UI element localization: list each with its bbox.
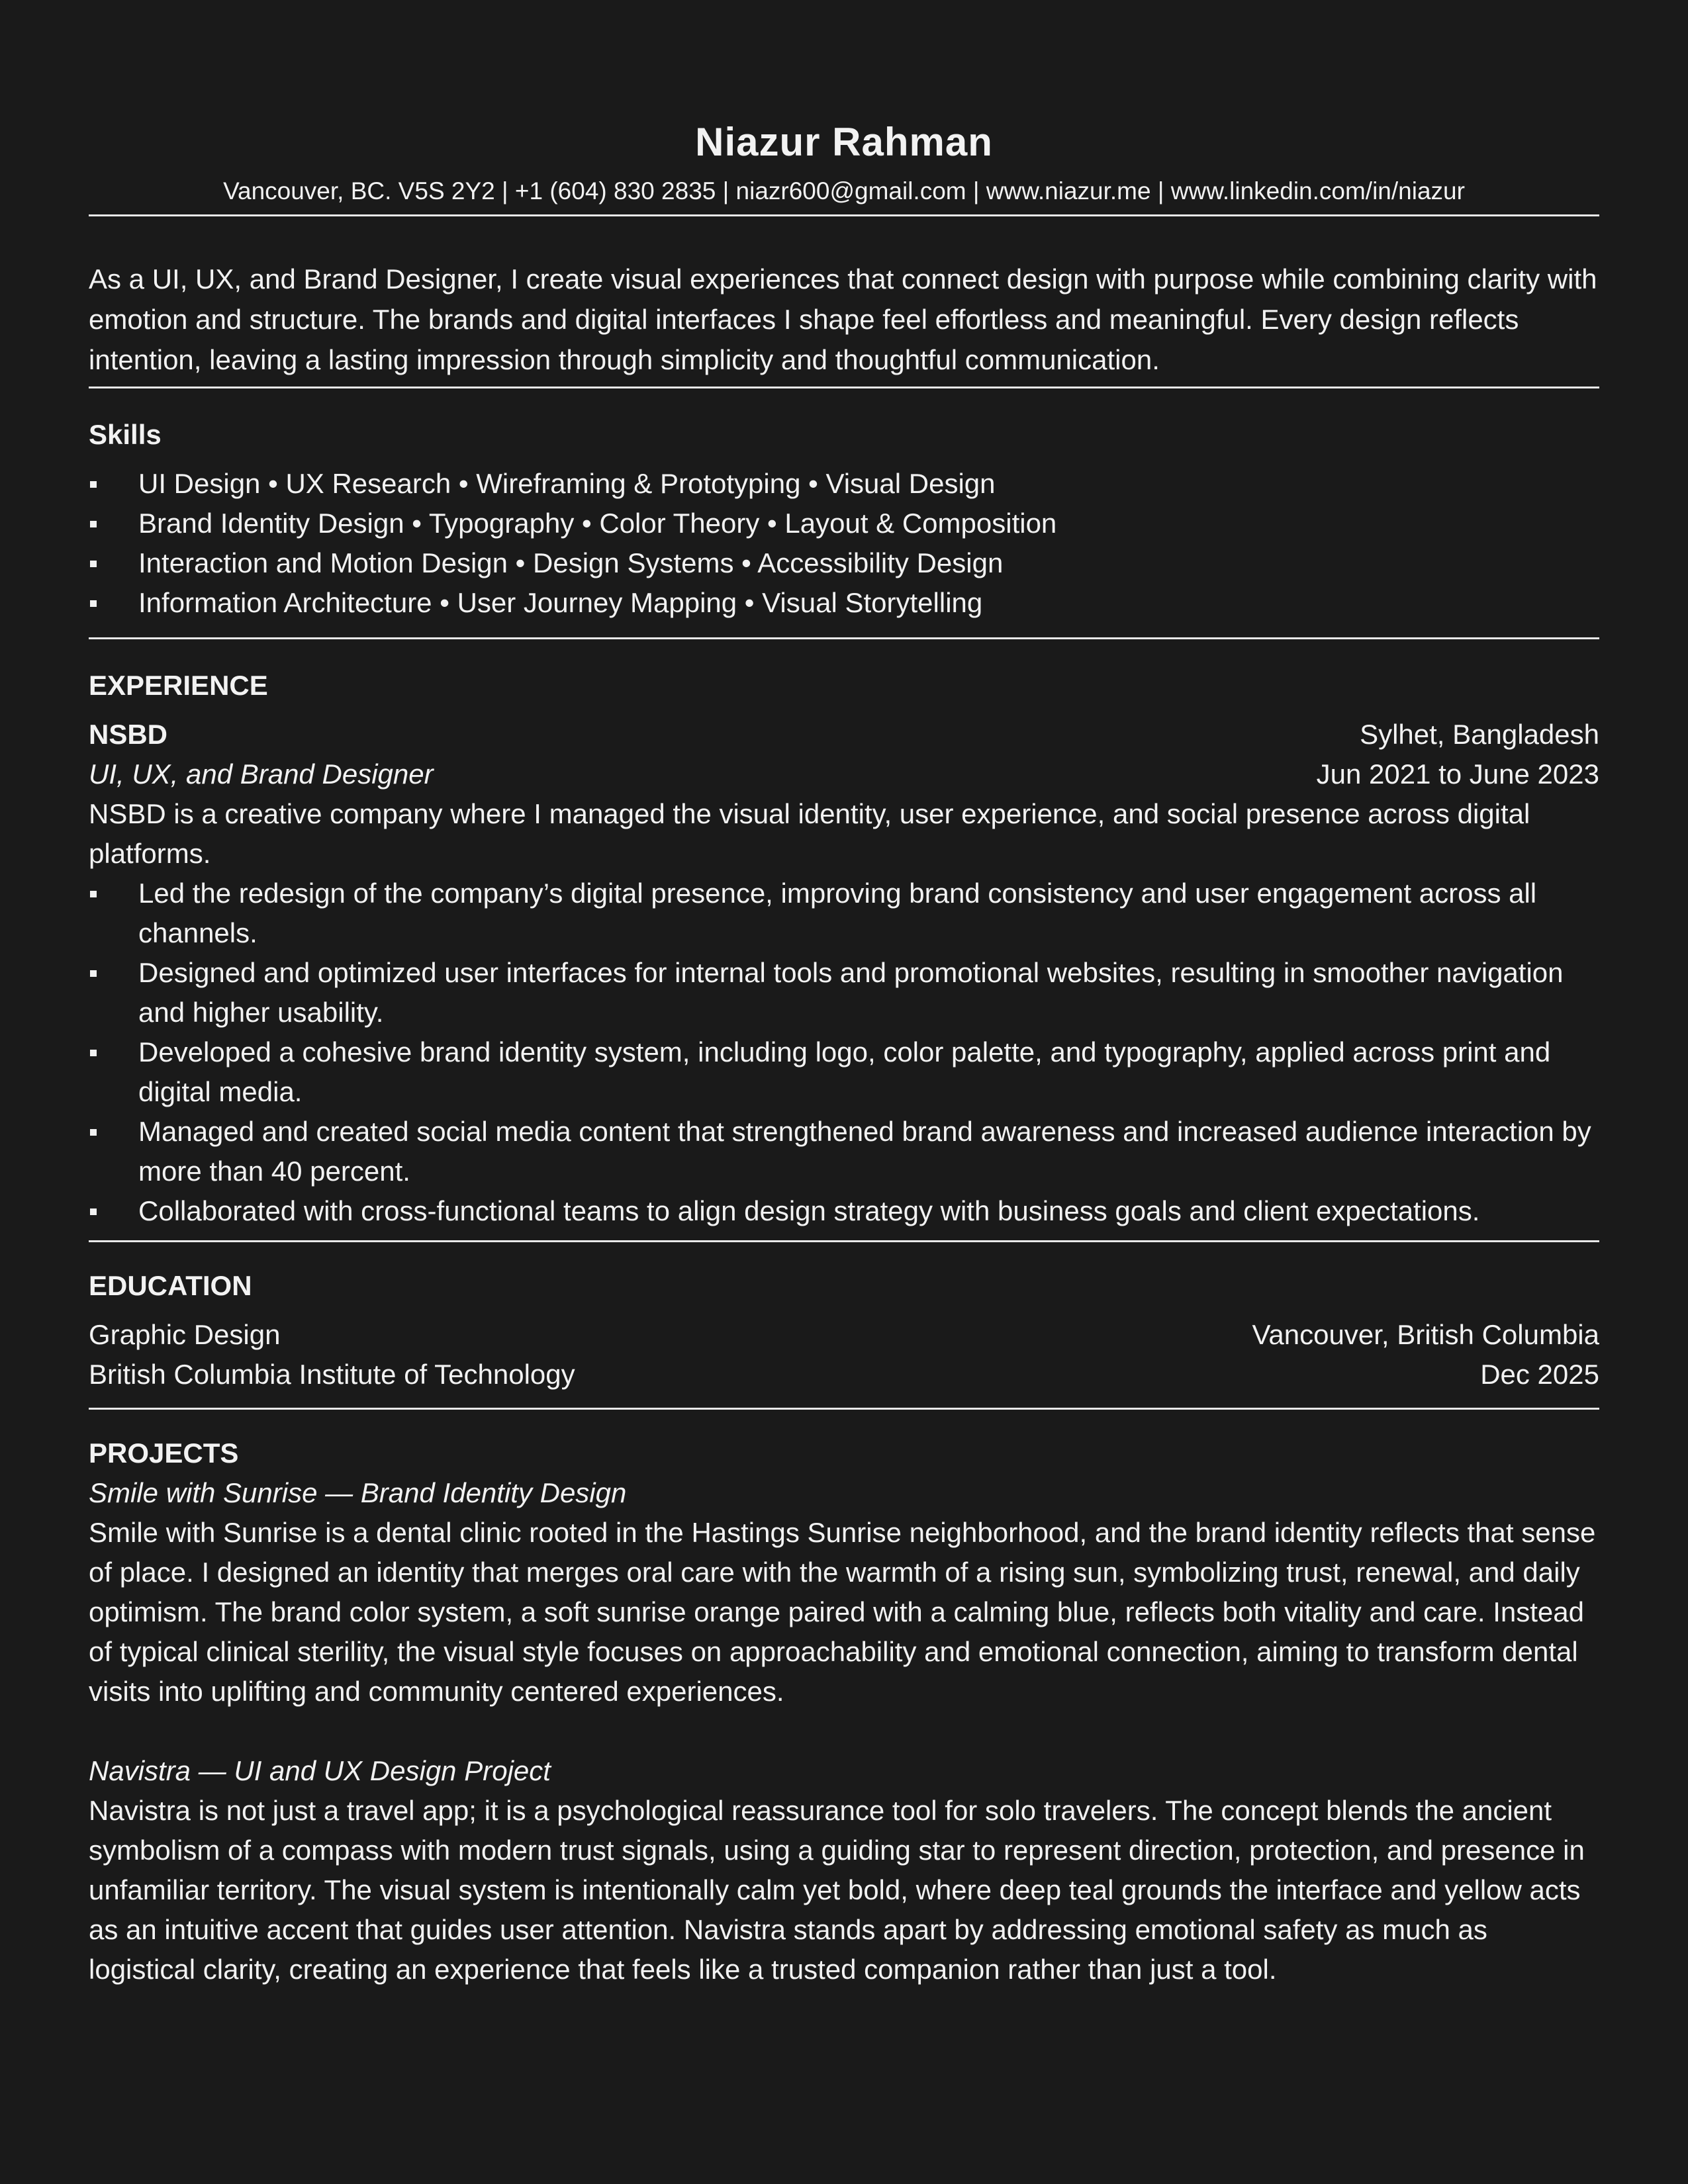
education-heading: EDUCATION (89, 1270, 252, 1301)
project-description: Smile with Sunrise is a dental clinic rooted in the Hastings Sunrise neighborhood, and the brand identity reflects that sense of place. I designed an identity that merges oral care with the warmth of a rising sun, symbolizing trust, renewal, and daily optimism. The brand color system, a soft sunrise orange paired with a calming blue, reflects both vitality and care. Instead of typical clinical sterility, the visual style focuses on approachability and emotional connection, aiming to transform dental visits into uplifting and community centered experiences. (89, 1517, 1596, 1707)
education-location: Vancouver, British Columbia (1252, 1319, 1599, 1350)
job-role: UI, UX, and Brand Designer (89, 758, 434, 790)
education-row (89, 1355, 1599, 1394)
job-dates: Jun 2021 to June 2023 (1316, 758, 1599, 790)
spacer (89, 1711, 1599, 1751)
divider (89, 1240, 1599, 1242)
contact-line: Vancouver, BC. V5S 2Y2 | +1 (604) 830 2835 | niazr600@gmail.com | www.niazur.me | www.linkedin.com/in/niazur (223, 177, 1465, 205)
job-company: NSBD (89, 719, 168, 750)
projects-heading: PROJECTS (89, 1437, 239, 1469)
education-date: Dec 2025 (1480, 1359, 1599, 1390)
divider (89, 637, 1599, 639)
skills-item: Interaction and Motion Design • Design Systems • Accessibility Design (89, 543, 1599, 583)
education-section (89, 1266, 1599, 1394)
experience-section (89, 666, 1599, 1231)
resume-page (89, 113, 1599, 1989)
divider (89, 1408, 1599, 1410)
education-row (89, 1315, 1599, 1355)
experience-heading: EXPERIENCE (89, 670, 268, 701)
education-program: Graphic Design (89, 1319, 281, 1350)
job-bullet: Designed and optimized user interfaces for internal tools and promotional websites, resulting in smoother navigation and higher usability. (89, 953, 1599, 1032)
summary-paragraph: As a UI, UX, and Brand Designer, I create visual experiences that connect design with purpose while combining clarity with emotion and structure. The brands and digital interfaces I shape feel effortless and meaningful. Every design reflects intention, leaving a lasting impression through simplicity and thoughtful communication. (89, 263, 1597, 375)
skills-item: Information Architecture • User Journey Mapping • Visual Storytelling (89, 583, 1599, 623)
job-bullet: Collaborated with cross-functional teams to align design strategy with business goals and client expectations. (89, 1191, 1599, 1231)
project-description: Navistra is not just a travel app; it is a psychological reassurance tool for solo travelers. The concept blends the ancient symbolism of a compass with modern trust signals, using a guiding star to represent direction, protection, and presence in unfamiliar territory. The visual system is intentionally calm yet bold, where deep teal grounds the interface and yellow acts as an intuitive accent that guides user attention. Navistra stands apart by addressing emotional safety as much as logistical clarity, creating an experience that feels like a trusted companion rather than just a tool. (89, 1795, 1585, 1985)
skills-list (89, 464, 1599, 623)
job-location: Sylhet, Bangladesh (1360, 719, 1599, 750)
job-header-row (89, 715, 1599, 754)
divider (89, 387, 1599, 388)
job-description: NSBD is a creative company where I managed the visual identity, user experience, and social presence across digital platforms. (89, 798, 1530, 869)
skills-section (89, 415, 1599, 623)
job-bullet: Managed and created social media content that strengthened brand awareness and increased audience interaction by more than 40 percent. (89, 1112, 1599, 1191)
divider (89, 214, 1599, 216)
job-bullet: Led the redesign of the company’s digital presence, improving brand consistency and user engagement across all channels. (89, 874, 1599, 953)
project-title: Navistra — UI and UX Design Project (89, 1755, 551, 1786)
resume-name: Niazur Rahman (695, 120, 993, 164)
education-school: British Columbia Institute of Technology (89, 1359, 575, 1390)
skills-heading: Skills (89, 419, 162, 450)
skills-item: UI Design • UX Research • Wireframing & Prototyping • Visual Design (89, 464, 1599, 504)
projects-section (89, 1433, 1599, 1989)
job-bullets (89, 874, 1599, 1231)
job-bullet: Developed a cohesive brand identity system, including logo, color palette, and typography, applied across print and digital media. (89, 1032, 1599, 1112)
skills-item: Brand Identity Design • Typography • Color Theory • Layout & Composition (89, 504, 1599, 543)
job-role-row (89, 754, 1599, 794)
project-title: Smile with Sunrise — Brand Identity Design (89, 1477, 627, 1508)
